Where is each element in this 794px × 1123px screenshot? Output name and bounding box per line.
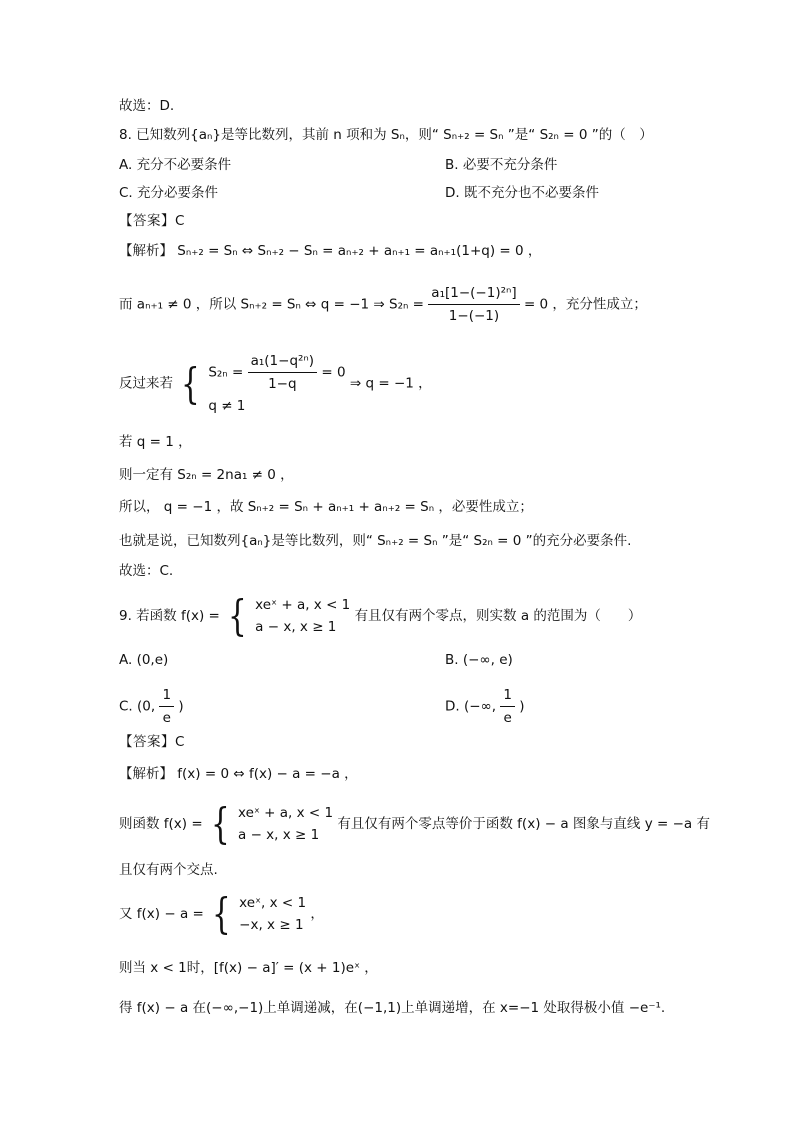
case-text: = 0: [321, 364, 346, 381]
analysis-line: [119, 889, 324, 938]
case-row: a − x, x ≥ 1: [238, 827, 320, 843]
analysis-line: 【解析】 f(x) = 0 ⇔ f(x) − a = −a ，: [119, 766, 358, 782]
option-text: ): [519, 698, 525, 715]
analysis-text: 则函数 f(x) =: [119, 816, 203, 832]
question-text: 9. 若函数 f(x) =: [119, 608, 220, 624]
analysis-line: [119, 282, 647, 327]
option-d: D. 既不充分也不必要条件: [445, 185, 599, 201]
analysis-text: 又 f(x) − a =: [119, 906, 204, 922]
fraction: [159, 684, 174, 729]
analysis-text: ⇒ q = −1 ，: [349, 375, 432, 392]
question-8: 8. 已知数列{aₙ}是等比数列，其前 n 项和为 Sₙ，则“ Sₙ₊₂ = Sₙ ”是“ S₂ₙ = 0 ”的（ ）: [119, 127, 653, 143]
option-c: [119, 684, 184, 729]
question-text: 有且仅有两个零点，则实数 a 的范围为（ ）: [354, 608, 642, 624]
option-text: D. (−∞,: [445, 698, 497, 715]
option-b: B. 必要不充分条件: [445, 157, 558, 173]
case-row: a − x, x ≥ 1: [255, 619, 337, 635]
fraction-denominator: e: [503, 710, 512, 726]
fraction-denominator: 1−q: [268, 376, 297, 392]
answer-label: 【答案】C: [119, 734, 185, 750]
analysis-text: 有且仅有两个零点等价于函数 f(x) − a 图象与直线 y = −a 有: [337, 816, 710, 832]
case-group: [255, 594, 350, 638]
fraction: [428, 282, 519, 327]
case-group: [238, 802, 333, 846]
option-text: C. (0,: [119, 698, 156, 715]
left-brace: {: [210, 799, 230, 848]
case-row: xeˣ + a, x < 1: [255, 597, 351, 613]
fraction: [248, 350, 317, 395]
case-group: [208, 350, 345, 417]
case-row: [208, 350, 345, 395]
option-a: A. (0,e): [119, 652, 169, 668]
case-row: −x, x ≥ 1: [239, 917, 304, 933]
case-text: S₂ₙ =: [208, 364, 244, 381]
analysis-line: 若 q = 1 ，: [119, 434, 192, 450]
analysis-line: 则当 x < 1时，[f(x) − a]′ = (x + 1)eˣ ，: [119, 960, 378, 976]
analysis-text: = 0 ，充分性成立；: [523, 296, 647, 313]
answer-label: 【答案】C: [119, 213, 185, 229]
fraction-denominator: e: [162, 710, 171, 726]
fraction-numerator: a₁(1−q²ⁿ): [248, 350, 317, 373]
analysis-line: [119, 799, 710, 848]
fraction-numerator: a₁[1−(−1)²ⁿ]: [428, 282, 519, 305]
analysis-line: 则一定有 S₂ₙ = 2na₁ ≠ 0 ，: [119, 467, 294, 483]
analysis-line: 也就是说，已知数列{aₙ}是等比数列，则“ Sₙ₊₂ = Sₙ ”是“ S₂ₙ = 0 ”的充分必要条件.: [119, 533, 632, 549]
text-line: 故选：D.: [119, 98, 175, 114]
fraction-denominator: 1−(−1): [448, 308, 500, 324]
option-text: ): [178, 698, 184, 715]
case-row: xeˣ, x < 1: [239, 895, 307, 911]
option-b: B. (−∞, e): [445, 652, 513, 668]
analysis-line: 得 f(x) − a 在(−∞,−1)上单调递减，在(−1,1)上单调递增，在 x=−1 处取得极小值 −e⁻¹.: [119, 1000, 666, 1016]
analysis-text: 反过来若: [119, 375, 173, 392]
left-brace: {: [181, 358, 201, 408]
case-row: xeˣ + a, x < 1: [238, 805, 334, 821]
analysis-line: 所以， q = −1 ，故 Sₙ₊₂ = Sₙ + aₙ₊₁ + aₙ₊₂ = Sₙ ，必要性成立；: [119, 499, 533, 515]
option-c: C. 充分必要条件: [119, 185, 219, 201]
left-brace: {: [228, 591, 247, 640]
analysis-line: 故选：C.: [119, 563, 174, 579]
analysis-line: 【解析】 Sₙ₊₂ = Sₙ ⇔ Sₙ₊₂ − Sₙ = aₙ₊₂ + aₙ₊₁ = aₙ₊₁(1+q) = 0 ，: [119, 243, 542, 259]
question-9: [119, 591, 642, 640]
analysis-text: 而 aₙ₊₁ ≠ 0 ，所以 Sₙ₊₂ = Sₙ ⇔ q = −1 ⇒ S₂ₙ =: [119, 296, 424, 313]
left-brace: {: [212, 889, 231, 938]
option-a: A. 充分不必要条件: [119, 157, 232, 173]
fraction: [500, 684, 515, 729]
case-row: q ≠ 1: [208, 398, 246, 414]
fraction-numerator: 1: [500, 684, 515, 707]
analysis-line: [119, 350, 432, 417]
analysis-text: ，: [310, 906, 324, 922]
fraction-numerator: 1: [159, 684, 174, 707]
analysis-line: 且仅有两个交点.: [119, 862, 218, 878]
option-d: [445, 684, 525, 729]
case-group: [239, 892, 306, 936]
